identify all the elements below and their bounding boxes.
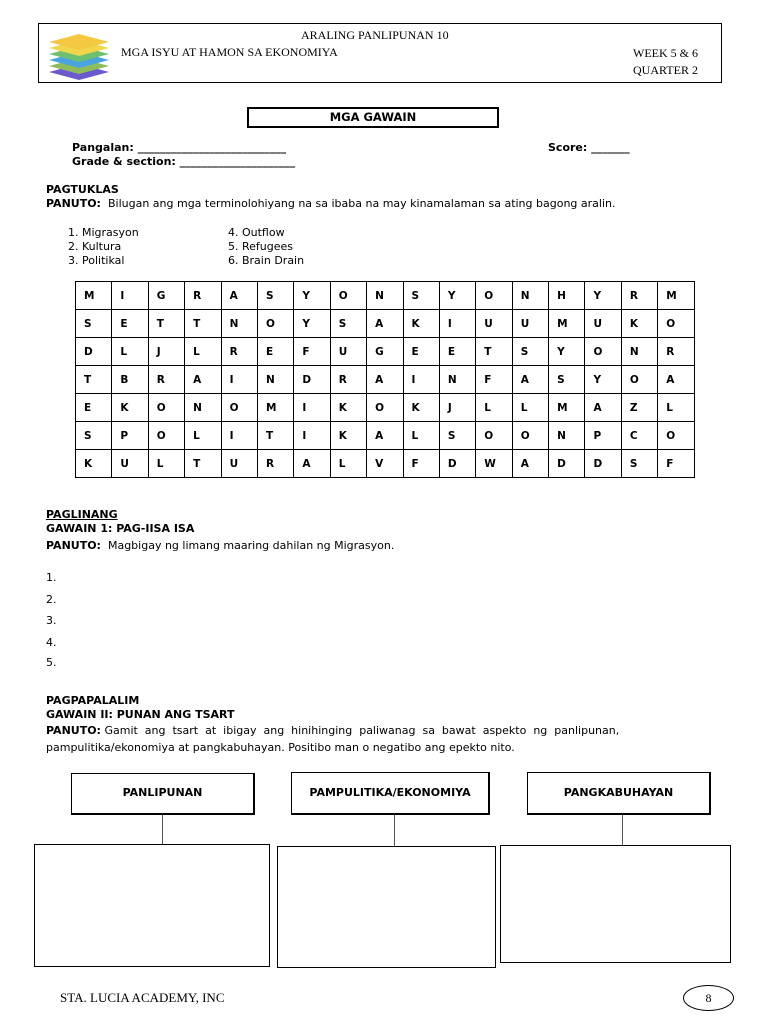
score-field[interactable]: Score: _______ [548,141,630,154]
page-number: 8 [683,985,734,1011]
grid-cell[interactable]: A [512,450,548,478]
grid-cell[interactable]: D [549,450,585,478]
list-item: 5. Refugees [228,240,294,253]
grid-cell[interactable]: F [658,450,694,478]
panuto-text: Magbigay ng limang maaring dahilan ng Migrasyon. [107,539,395,552]
grid-cell[interactable]: I [112,282,148,310]
grid-cell[interactable]: Y [294,282,330,310]
grid-cell[interactable]: S [549,366,585,394]
grid-cell[interactable]: O [476,422,512,450]
grid-cell[interactable]: O [585,338,621,366]
word-search-grid [75,281,695,478]
grid-cell[interactable]: N [621,338,657,366]
gawain1-title: GAWAIN 1: PAG-IISA ISA [46,522,195,535]
pagtuklas-heading: PAGTUKLAS [46,183,119,196]
grid-cell[interactable]: R [221,338,257,366]
grid-cell[interactable]: A [294,450,330,478]
grid-cell[interactable]: S [621,450,657,478]
grid-cell[interactable]: P [112,422,148,450]
grid-cell[interactable]: O [367,394,403,422]
grid-cell[interactable]: N [257,366,293,394]
grid-cell[interactable]: R [330,366,366,394]
grid-cell[interactable]: Y [549,338,585,366]
gawain2-title: GAWAIN II: PUNAN ANG TSART [46,708,235,721]
grid-cell[interactable]: R [621,282,657,310]
grid-cell[interactable]: E [76,394,112,422]
list-item: 1. Migrasyon [68,226,139,239]
grid-cell[interactable]: M [658,282,694,310]
grid-cell[interactable]: U [476,310,512,338]
grid-cell[interactable]: L [403,422,439,450]
quarter-label: QUARTER 2 [633,63,698,77]
grid-cell[interactable]: O [621,366,657,394]
grid-cell[interactable]: C [621,422,657,450]
grid-cell[interactable]: K [330,394,366,422]
list-item: 4. Outflow [228,226,285,239]
grid-cell[interactable]: L [112,338,148,366]
grid-cell[interactable]: E [112,310,148,338]
grid-cell[interactable]: L [330,450,366,478]
connector-line [394,815,395,846]
grid-cell[interactable]: T [476,338,512,366]
panlipunan-answer-box[interactable] [34,844,270,967]
grid-row [76,282,695,310]
grid-row [76,310,695,338]
document-header [38,23,722,83]
grid-cell[interactable]: U [512,310,548,338]
grid-cell[interactable]: I [439,310,475,338]
grid-cell[interactable]: E [257,338,293,366]
grid-cell[interactable]: N [439,366,475,394]
grid-cell[interactable]: Y [585,366,621,394]
answer-line-2[interactable]: 2. [46,593,57,606]
grid-cell[interactable]: I [221,422,257,450]
grid-cell[interactable]: U [585,310,621,338]
grid-cell[interactable]: B [112,366,148,394]
grid-cell[interactable]: S [403,282,439,310]
connector-line [162,815,163,844]
answer-line-4[interactable]: 4. [46,636,57,649]
grid-cell[interactable]: R [257,450,293,478]
grid-cell[interactable]: N [221,310,257,338]
paglinang-heading: PAGLINANG [46,508,118,521]
panuto-label: PANUTO: [46,197,101,210]
grid-cell[interactable]: K [76,450,112,478]
grid-cell[interactable]: A [367,422,403,450]
grid-cell[interactable]: N [367,282,403,310]
panuto-text: Bilugan ang mga terminolohiyang na sa ibaba na may kinamalaman sa ating bagong aralin. [107,197,616,210]
grid-cell[interactable]: K [403,394,439,422]
grid-cell[interactable]: T [185,450,221,478]
grid-cell[interactable]: O [148,394,184,422]
grid-cell[interactable]: L [476,394,512,422]
pangkabuhayan-header-box: PANGKABUHAYAN [527,772,711,815]
grid-row [76,366,695,394]
grid-cell[interactable]: I [294,394,330,422]
grid-cell[interactable]: A [367,310,403,338]
grid-cell[interactable]: A [512,366,548,394]
grid-cell[interactable]: O [476,282,512,310]
panlipunan-header-box: PANLIPUNAN [71,773,255,815]
grid-cell[interactable]: F [476,366,512,394]
grid-cell[interactable]: R [185,282,221,310]
grid-cell[interactable]: K [403,310,439,338]
grid-cell[interactable]: S [76,422,112,450]
grid-cell[interactable]: M [549,310,585,338]
grid-cell[interactable]: K [330,422,366,450]
panuto-label: PANUTO: [46,539,101,552]
pagtuklas-instruction [46,197,615,210]
books-logo [45,30,113,82]
answer-line-1[interactable]: 1. [46,571,57,584]
grid-cell[interactable]: S [76,310,112,338]
week-label: WEEK 5 & 6 [633,46,698,60]
grid-cell[interactable]: L [185,422,221,450]
grid-cell[interactable]: I [403,366,439,394]
grid-cell[interactable]: O [658,422,694,450]
page-title: MGA GAWAIN [247,107,499,128]
grid-cell[interactable]: P [585,422,621,450]
grid-cell[interactable]: J [148,338,184,366]
grid-cell[interactable]: E [439,338,475,366]
list-item: 2. Kultura [68,240,122,253]
grid-cell[interactable]: S [257,282,293,310]
grid-row [76,394,695,422]
grid-cell[interactable]: G [148,282,184,310]
grid-cell[interactable]: S [439,422,475,450]
grid-cell[interactable]: Y [439,282,475,310]
grid-cell[interactable]: F [403,450,439,478]
grid-cell[interactable]: E [403,338,439,366]
grid-cell[interactable]: F [294,338,330,366]
pagpapalalim-heading: PAGPAPALALIM [46,694,140,707]
pampulitika-answer-box[interactable] [277,846,496,968]
grid-cell[interactable]: U [330,338,366,366]
pampulitika-header-box: PAMPULITIKA/EKONOMIYA [291,772,490,815]
grid-cell[interactable]: N [549,422,585,450]
grid-cell[interactable]: H [549,282,585,310]
term-list-left [68,226,139,268]
grid-cell[interactable]: T [185,310,221,338]
school-name: STA. LUCIA ACADEMY, INC [60,990,225,1005]
grid-cell[interactable]: N [512,282,548,310]
grid-cell[interactable]: O [512,422,548,450]
topic-title: MGA ISYU AT HAMON SA EKONOMIYA [121,45,338,59]
grid-cell[interactable]: A [185,366,221,394]
answer-line-5[interactable]: 5. [46,656,57,669]
grid-cell[interactable]: T [76,366,112,394]
gawain1-instruction [46,539,394,552]
grid-cell[interactable]: W [476,450,512,478]
grid-cell[interactable]: J [439,394,475,422]
grid-cell[interactable]: R [148,366,184,394]
name-field[interactable]: Pangalan: ___________________________ [72,141,287,154]
answer-line-3[interactable]: 3. [46,614,57,627]
grade-section-field[interactable]: Grade & section: _____________________ [72,155,296,168]
grid-cell[interactable]: O [658,310,694,338]
gawain2-instruction-line2: pampulitika/ekonomiya at pangkabuhayan. Positibo man o negatibo ang epekto nito. [46,741,515,754]
grid-cell[interactable]: A [221,282,257,310]
panuto-label: PANUTO: [46,724,101,737]
grid-cell[interactable]: K [112,394,148,422]
grid-cell[interactable]: D [439,450,475,478]
grid-cell[interactable]: M [257,394,293,422]
grid-cell[interactable]: M [549,394,585,422]
grid-cell[interactable]: A [585,394,621,422]
grid-cell[interactable]: O [330,282,366,310]
grid-cell[interactable]: A [367,366,403,394]
grid-cell[interactable]: O [221,394,257,422]
grid-row [76,450,695,478]
gawain2-instruction-line1 [46,724,619,737]
grid-cell[interactable]: U [221,450,257,478]
grid-cell[interactable]: L [658,394,694,422]
term-list-right [228,226,304,268]
pangkabuhayan-answer-box[interactable] [500,845,731,963]
grid-cell[interactable]: D [76,338,112,366]
grid-cell[interactable]: Y [294,310,330,338]
grid-cell[interactable]: G [367,338,403,366]
subject-title: ARALING PANLIPUNAN 10 [301,28,449,42]
grid-cell[interactable]: O [148,422,184,450]
grid-cell[interactable]: L [185,338,221,366]
grid-cell[interactable]: A [658,366,694,394]
grid-cell[interactable]: S [512,338,548,366]
connector-line [622,815,623,845]
grid-cell[interactable]: N [185,394,221,422]
grid-cell[interactable]: S [330,310,366,338]
grid-cell[interactable]: T [148,310,184,338]
grid-cell[interactable]: I [294,422,330,450]
grid-row [76,338,695,366]
grid-cell[interactable]: L [512,394,548,422]
panuto-text: Gamit ang tsart at ibigay ang hinihinging paliwanag sa bawat aspekto ng panlipunan, [104,724,620,737]
grid-cell[interactable]: D [585,450,621,478]
grid-cell[interactable]: O [257,310,293,338]
grid-cell[interactable]: Y [585,282,621,310]
grid-cell[interactable]: M [76,282,112,310]
grid-cell[interactable]: Z [621,394,657,422]
grid-cell[interactable]: R [658,338,694,366]
grid-cell[interactable]: T [257,422,293,450]
grid-cell[interactable]: V [367,450,403,478]
list-item: 3. Politikal [68,254,125,267]
grid-cell[interactable]: U [112,450,148,478]
grid-cell[interactable]: D [294,366,330,394]
grid-row [76,422,695,450]
grid-cell[interactable]: L [148,450,184,478]
grid-cell[interactable]: I [221,366,257,394]
list-item: 6. Brain Drain [228,254,305,267]
grid-cell[interactable]: K [621,310,657,338]
